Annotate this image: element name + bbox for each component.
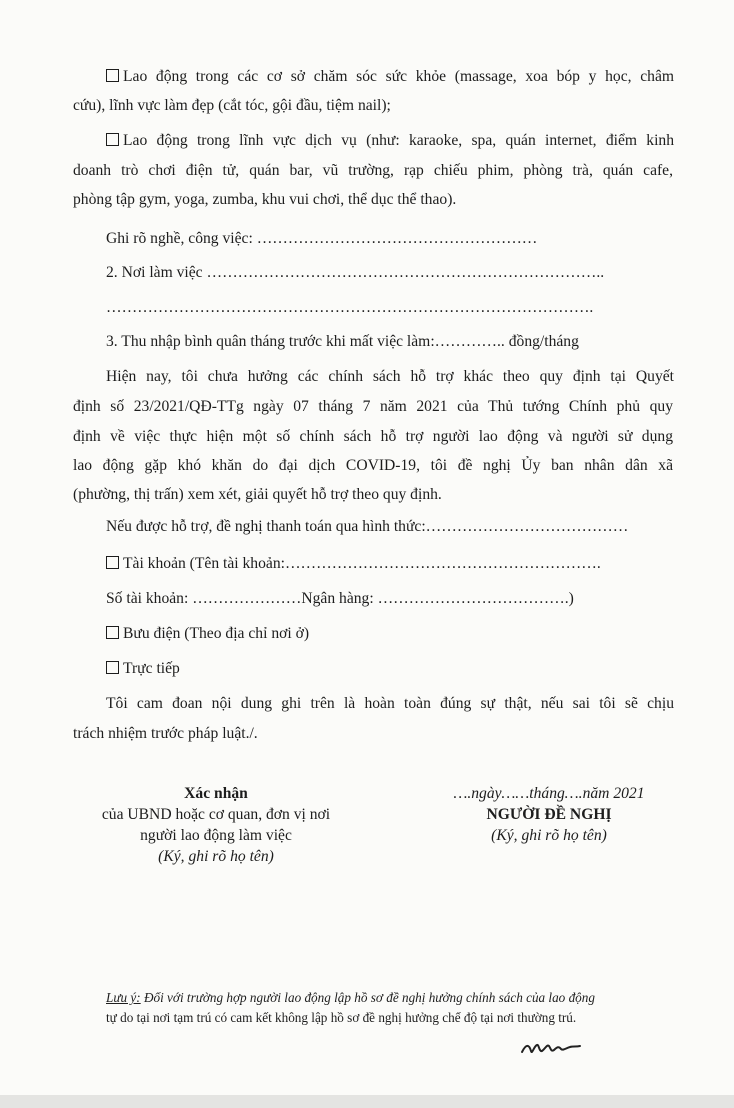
- checkbox-service[interactable]: [106, 133, 119, 146]
- occupation-field[interactable]: Ghi rõ nghề, công việc: ………………………………………………: [106, 230, 538, 247]
- confirmation-subtitle: người lao động làm việc: [140, 827, 292, 844]
- signing-date: ….ngày……tháng….năm 2021: [453, 785, 645, 802]
- in-person-option[interactable]: Trực tiếp: [106, 659, 674, 679]
- checkbox-post-office[interactable]: [106, 626, 119, 639]
- line-service-workers-cont: doanh trò chơi điện tử, quán bar, vũ trường, rạp chiếu phim, phòng trà, quán cafe,: [73, 162, 673, 179]
- line-service-workers-cont2: phòng tập gym, yoga, zumba, khu vui chơi, thể dục thể thao).: [73, 191, 457, 208]
- checkbox-in-person[interactable]: [106, 661, 119, 674]
- account-number-field[interactable]: Số tài khoản: …………………Ngân hàng: ……………………………….): [106, 590, 574, 607]
- income-field[interactable]: 3. Thu nhập bình quân tháng trước khi mất việc làm:………….. đồng/tháng: [106, 333, 579, 350]
- checkbox-bank-account[interactable]: [106, 556, 119, 569]
- paragraph-line: lao động gặp khó khăn do đại dịch COVID-19, tôi đề nghị Ủy ban nhân dân xã: [73, 457, 673, 474]
- line-health-workers-cont: cứu), lĩnh vực làm đẹp (cắt tóc, gội đầu, tiệm nail);: [73, 97, 391, 114]
- workplace-field-cont[interactable]: ………………………………………………………………………………….: [106, 299, 594, 316]
- line-service-workers: Lao động trong lĩnh vực dịch vụ (như: karaoke, spa, quán internet, điểm kinh: [106, 131, 674, 151]
- commitment-line: trách nhiệm trước pháp luật./.: [73, 725, 258, 742]
- footnote-cont: tự do tại nơi tạm trú có cam kết không lập hồ sơ đề nghị hưởng chế độ tại nơi thường trú.: [106, 1010, 577, 1025]
- paragraph-line: Hiện nay, tôi chưa hưởng các chính sách hỗ trợ khác theo quy định tại Quyết: [106, 368, 674, 385]
- confirmation-sign-hint: (Ký, ghi rõ họ tên): [158, 848, 274, 865]
- footnote-label: Lưu ý:: [106, 990, 141, 1005]
- checkbox-health[interactable]: [106, 69, 119, 82]
- bank-account-option[interactable]: Tài khoản (Tên tài khoản:…………………………………………………….: [106, 554, 674, 574]
- confirmation-subtitle: của UBND hoặc cơ quan, đơn vị nơi: [101, 806, 331, 823]
- commitment-line: Tôi cam đoan nội dung ghi trên là hoàn toàn đúng sự thật, nếu sai tôi sẽ chịu: [106, 695, 674, 712]
- paragraph-line: định số 23/2021/QĐ-TTg ngày 07 tháng 7 năm 2021 của Thủ tướng Chính phủ quy: [73, 398, 673, 415]
- paragraph-line: (phường, thị trấn) xem xét, giải quyết hỗ trợ theo quy định.: [73, 486, 442, 503]
- payment-method-field[interactable]: Nếu được hỗ trợ, đề nghị thanh toán qua hình thức:…………………………………: [106, 518, 629, 535]
- requester-sign-hint: (Ký, ghi rõ họ tên): [491, 827, 607, 844]
- footnote: Lưu ý: Đối với trường hợp người lao động lập hồ sơ đề nghị hưởng chính sách của lao động: [106, 990, 595, 1005]
- line-health-workers: Lao động trong các cơ sở chăm sóc sức khỏe (massage, xoa bóp y học, châm: [106, 67, 674, 87]
- post-office-option[interactable]: Bưu điện (Theo địa chỉ nơi ở): [106, 624, 674, 644]
- workplace-field[interactable]: 2. Nơi làm việc …………………………………………………………………..: [106, 264, 605, 281]
- requester-title: NGƯỜI ĐỀ NGHỊ: [486, 806, 612, 823]
- initials-signature: [520, 1038, 582, 1060]
- bottom-strip: [0, 1095, 734, 1108]
- confirmation-title: Xác nhận: [184, 785, 248, 802]
- paragraph-line: định về việc thực hiện một số chính sách hỗ trợ người lao động và người sử dụng: [73, 428, 673, 445]
